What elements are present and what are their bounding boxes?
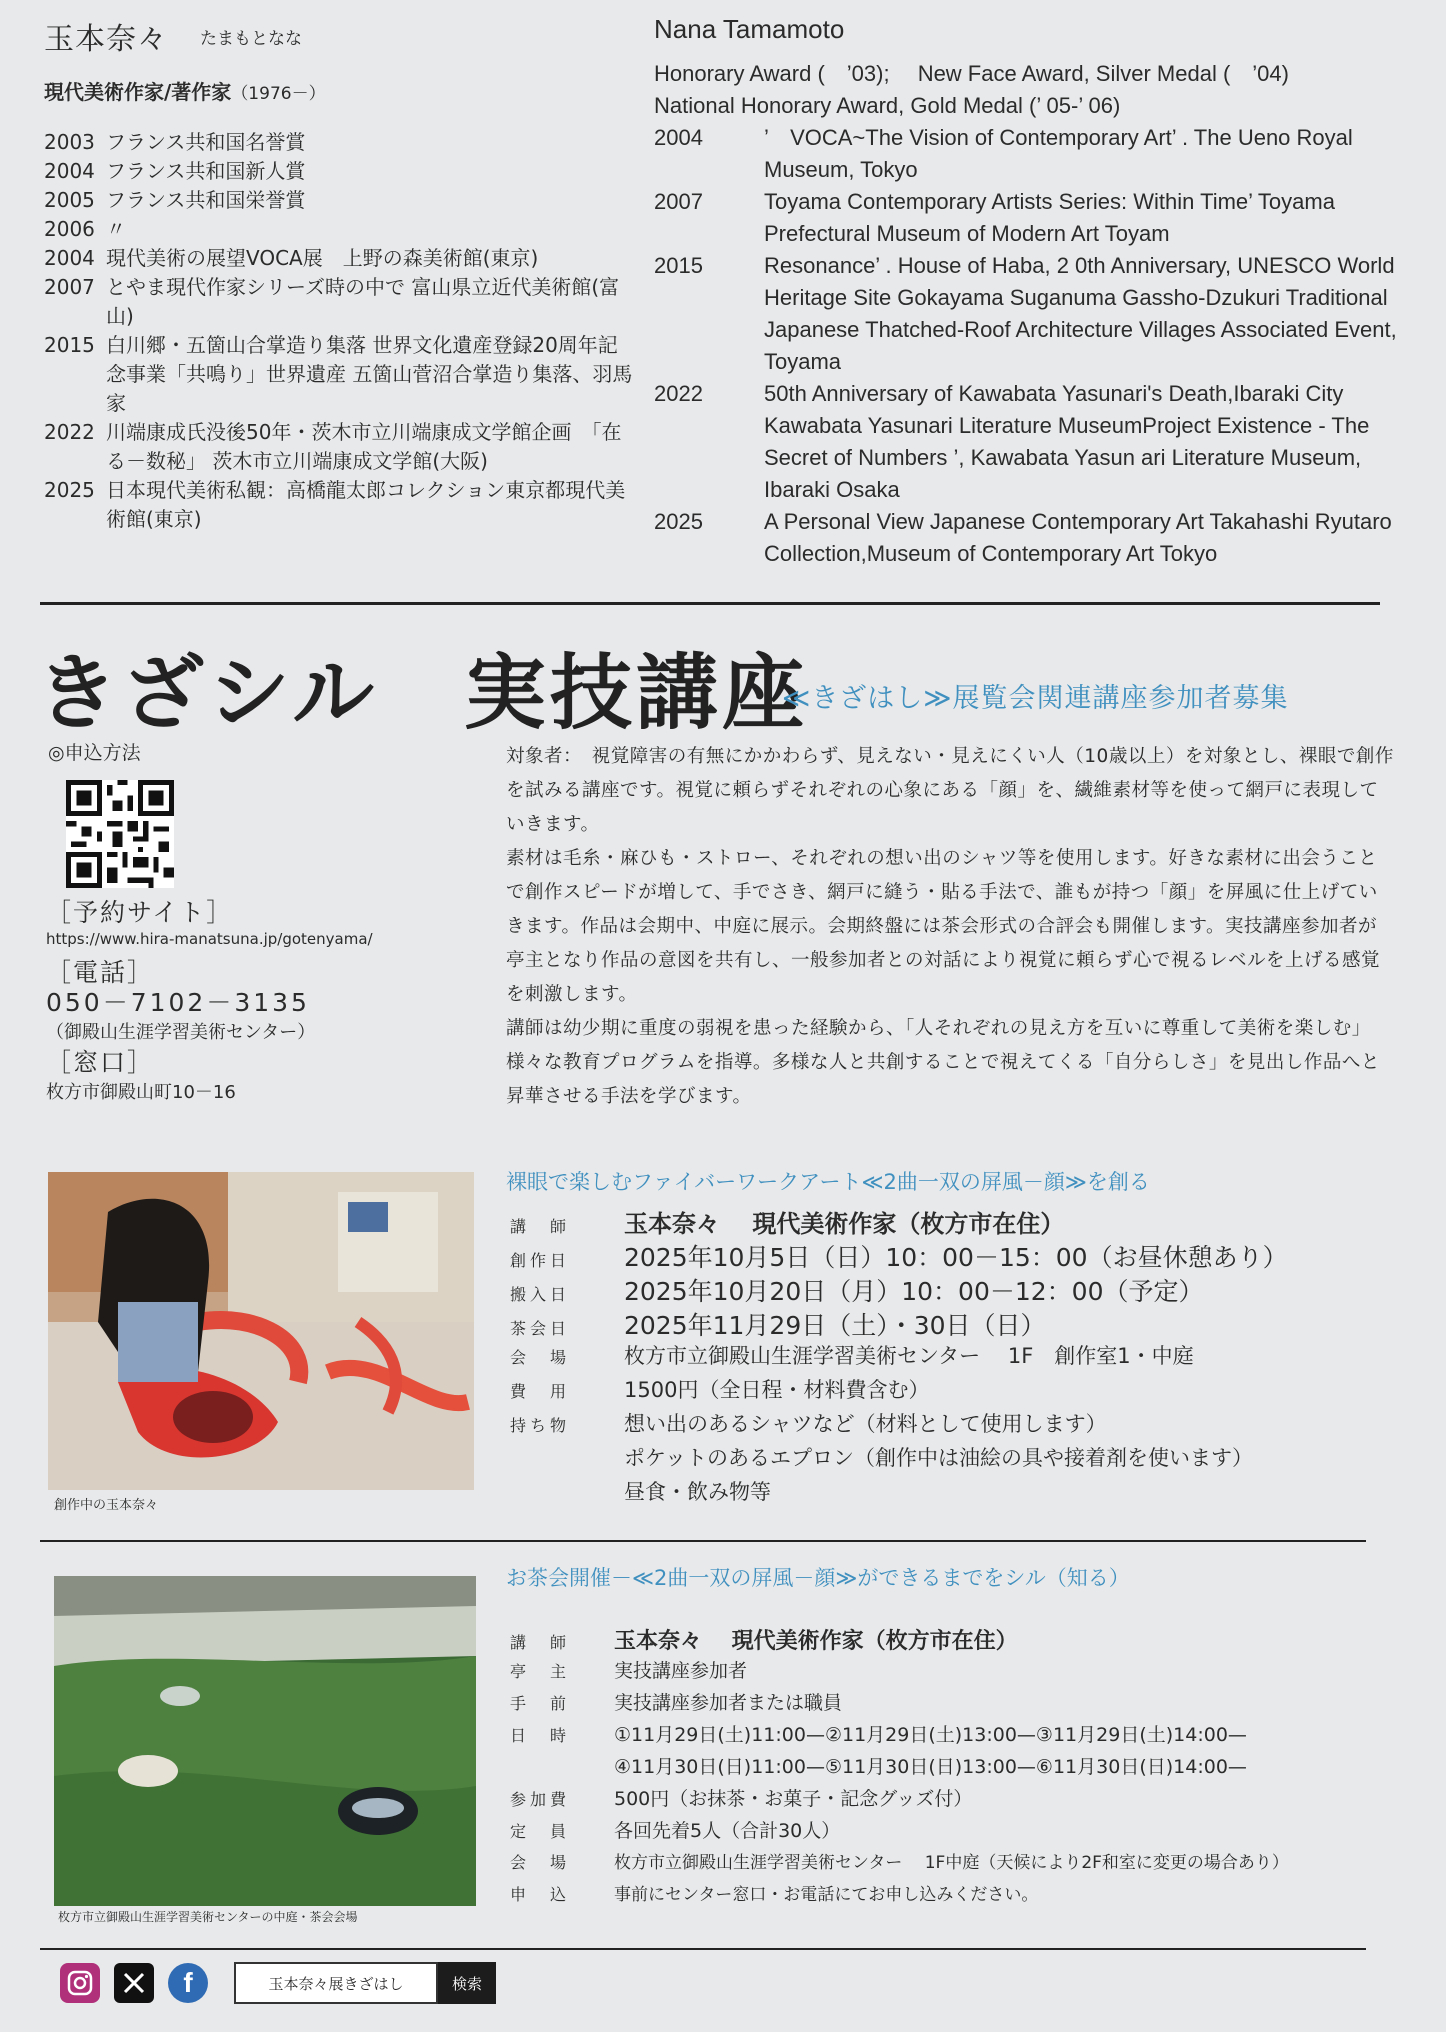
bio-year: 2025 [654, 509, 703, 534]
bio-text: 〃 [106, 217, 126, 241]
bio-entry [44, 476, 634, 534]
bio-list-en [654, 90, 1414, 570]
bio-text: 50th Anniversary of Kawabata Yasunari's Death,Ibaraki City Kawabata Yasunari Literature MuseumProject Existence - The Secret of Numbers ’, Kawabata Yasun ari Literature Museum, Ibaraki Osaka [764, 381, 1370, 502]
detail-row [510, 1340, 1410, 1374]
detail-value: ポケットのあるエプロン（創作中は油絵の具や接着剤を使います） [624, 1446, 1253, 1470]
bio-entry [654, 186, 1414, 250]
detail-label: 講 師 [510, 1217, 571, 1236]
detail-row [510, 1204, 1410, 1238]
bio-text: フランス共和国新人賞 [106, 159, 306, 183]
detail-value: 各回先着5人（合計30人） [614, 1820, 841, 1842]
detail-label: 会 場 [510, 1348, 571, 1367]
search-button[interactable]: 検索 [438, 1962, 496, 2004]
detail-value: ④11月30日(日)11:00—⑤11月30日(日)13:00—⑥11月30日(日)14:00— [614, 1756, 1247, 1778]
bio-entry [654, 378, 1414, 506]
detail-value: 500円（お抹茶・お菓子・記念グッズ付） [614, 1788, 973, 1810]
instagram-icon[interactable] [60, 1963, 100, 2003]
site-label: ［予約サイト］ [46, 898, 234, 927]
detail-value: 2025年10月5日（日）10：00－15：00（お昼休憩あり） [624, 1243, 1288, 1272]
bio-entry [44, 128, 634, 157]
tel-number[interactable]: 050－7102－3135 [46, 988, 310, 1017]
divider [40, 602, 1380, 605]
detail-value: 枚方市立御殿山生涯学習美術センター 1F中庭（天候により2F和室に変更の場合あり） [614, 1853, 1289, 1873]
description [506, 740, 1396, 1114]
detail-row [510, 1880, 1410, 1912]
detail-label: 費 用 [510, 1382, 571, 1401]
detail-label: 会 場 [510, 1853, 571, 1872]
detail-value: 2025年10月20日（月）10：00－12：00（予定） [624, 1277, 1204, 1306]
apply-method-label: ◎申込方法 [48, 742, 141, 764]
bio-year: 2022 [654, 381, 703, 406]
detail-row [510, 1752, 1410, 1784]
detail-row [510, 1624, 1410, 1656]
page-subtitle: ≪きざはし≫展覧会関連講座参加者募集 [782, 683, 1289, 714]
facebook-icon[interactable]: f [168, 1963, 208, 2003]
bio-entry [44, 215, 634, 244]
detail-row [510, 1272, 1410, 1306]
detail-label: 定 員 [510, 1822, 571, 1841]
role-years: （1976－） [231, 84, 326, 104]
divider [40, 1948, 1366, 1950]
courtyard-photo [54, 1576, 476, 1906]
detail-value: 玉本奈々 現代美術作家（枚方市在住） [624, 1210, 1065, 1238]
bio-year: 2015 [654, 253, 703, 278]
bio-year: 2007 [654, 189, 703, 214]
artist-role-jp [44, 76, 326, 105]
detail-row [510, 1720, 1410, 1752]
bio-entry [44, 157, 634, 186]
detail-label: 持ち物 [510, 1416, 571, 1435]
search-keyword-box[interactable]: 玉本奈々展きざはし [234, 1962, 438, 2004]
bio-text: とやま現代作家シリーズ時の中で 富山県立近代美術館(富山) [106, 275, 620, 328]
detail-value: 玉本奈々 現代美術作家（枚方市在住） [614, 1629, 1018, 1654]
x-icon[interactable] [114, 1963, 154, 2003]
bio-list-jp [44, 128, 634, 534]
tel-note: （御殿山生涯学習美術センター） [46, 1022, 316, 1043]
bio-text: フランス共和国栄誉賞 [106, 188, 306, 212]
bio-text: 現代美術の展望VOCA展 上野の森美術館(東京) [106, 246, 539, 270]
event2-title: お茶会開催－≪2曲一双の屏風－顔≫ができるまでをシル（知る） [506, 1566, 1130, 1590]
bio-text: A Personal View Japanese Contemporary Art Takahashi Ryutaro Collection,Museum of Contemporary Art Tokyo [764, 509, 1392, 566]
qr-code-icon[interactable] [66, 780, 174, 888]
tel-label: ［電話］ [46, 958, 155, 987]
bio-text: Toyama Contemporary Artists Series: Within Time’ Toyama Prefectural Museum of Modern Art Toyam [764, 189, 1335, 246]
detail-label: 手 前 [510, 1694, 571, 1713]
bio-entry [44, 273, 634, 331]
detail-label: 講 師 [510, 1633, 571, 1652]
photo-caption-2: 枚方市立御殿山生涯学習美術センターの中庭・茶会会場 [58, 1910, 358, 1924]
bio-year: 2025 [44, 478, 95, 502]
bio-entry [44, 244, 634, 273]
detail-value: 実技講座参加者または職員 [614, 1692, 843, 1714]
detail-value: ①11月29日(土)11:00—②11月29日(土)13:00—③11月29日(土)14:00— [614, 1724, 1247, 1746]
bio-year: 2004 [44, 159, 95, 183]
bio-year: 2005 [44, 188, 95, 212]
bio-entry [44, 418, 634, 476]
description-p3: 講師は幼少期に重度の弱視を患った経験から、「人それぞれの見え方を互いに尊重して美術を楽しむ」様々な教育プログラムを指導。多様な人と共創することで視えてくる「自分らしさ」を見出し作品へと昇華させる手法を学びます。 [506, 1018, 1380, 1107]
divider [40, 1540, 1366, 1542]
bio-year: 2015 [44, 333, 95, 357]
contact-block [46, 898, 486, 1108]
detail-row [510, 1374, 1410, 1408]
bio-year: 2006 [44, 217, 95, 241]
detail-row [510, 1408, 1410, 1442]
detail-label: 亭 主 [510, 1662, 571, 1681]
address: 枚方市御殿山町10－16 [46, 1082, 236, 1103]
detail-label: 参加費 [510, 1790, 571, 1809]
social-bar [60, 1962, 496, 2004]
detail-value: 2025年11月29日（土）・30日（日） [624, 1311, 1046, 1340]
bio-year: 2004 [44, 246, 95, 270]
detail-row [510, 1784, 1410, 1816]
event1-details [510, 1204, 1410, 1510]
detail-label: 日 時 [510, 1726, 571, 1745]
artist-name-en: Nana Tamamoto [654, 14, 845, 44]
window-label: ［窓口］ [46, 1048, 155, 1077]
bio-text: Resonance’ . House of Haba, 2 0th Anniversary, UNESCO World Heritage Site Gokayama Suganuma Gassho-Dzukuri Traditional Japanese Thatched-Roof Architecture Villages Associated Event, Toyama [764, 253, 1397, 374]
bio-year: 2003 [44, 130, 95, 154]
site-url-link[interactable]: https://www.hira-manatsuna.jp/gotenyama/ [46, 930, 373, 948]
page-title: きざシル 実技講座 [36, 646, 808, 741]
bio-entry [44, 186, 634, 215]
bio-entry [654, 122, 1414, 186]
description-p2: 素材は毛糸・麻ひも・ストロー、それぞれの想い出のシャツ等を使用します。好きな素材に出会うことで創作スピードが増して、手でさき、網戸に縫う・貼る手法で、誰もが持つ「顔」を屏風に仕上げていきます。作品は会期中、中庭に展示。会期終盤には茶会形式の合評会も開催します。実技講座参加者が亭主となり作品の意図を共有し、一般参加者との対話により視覚に頼らず心で視るレベルを上げる感覚を刺激します。 [506, 848, 1381, 1005]
bio-entry [654, 506, 1414, 570]
detail-label: 創作日 [510, 1251, 571, 1270]
photo-caption-1: 創作中の玉本奈々 [54, 1498, 159, 1513]
detail-value: 想い出のあるシャツなど（材料として使用します） [624, 1412, 1107, 1436]
detail-row [510, 1848, 1410, 1880]
awards-line-1: Honorary Award ( ’03); New Face Award, Silver Medal ( ’04) [654, 61, 1289, 86]
role-text: 現代美術作家/著作家 [44, 80, 232, 104]
event2-details [510, 1624, 1410, 1912]
bio-text: ’ VOCA~The Vision of Contemporary Art’ . The Ueno Royal Museum, Tokyo [764, 125, 1353, 182]
artist-name-jp: 玉本奈々 [44, 22, 168, 57]
bio-text: 川端康成氏没後50年・茨木市立川端康成文学館企画 「在る－数秘」 茨木市立川端康成文学館(大阪) [106, 420, 622, 473]
bio-text: フランス共和国名誉賞 [106, 130, 306, 154]
detail-label: 申 込 [510, 1885, 571, 1904]
detail-row [510, 1238, 1410, 1272]
event1-title: 裸眼で楽しむファイバーワークアート≪2曲一双の屏風－顔≫を創る [506, 1170, 1150, 1194]
detail-value: 事前にセンター窓口・お電話にてお申し込みください。 [614, 1885, 1039, 1905]
bio-year: 2007 [44, 275, 95, 299]
detail-row [510, 1442, 1410, 1476]
detail-row [510, 1476, 1410, 1510]
bio-year: 2004 [654, 125, 703, 150]
awards-en [654, 58, 1414, 90]
detail-label: 茶会日 [510, 1319, 571, 1338]
description-p1: 対象者： 視覚障害の有無にかかわらず、見えない・見えにくい人（10歳以上）を対象とし、裸眼で創作を試みる講座です。視覚に頼らずそれぞれの心象にある「顔」を、繊維素材等を使って網戸に表現していきます。 [506, 746, 1394, 835]
detail-row [510, 1656, 1410, 1688]
detail-label: 搬入日 [510, 1285, 571, 1304]
detail-row [510, 1688, 1410, 1720]
detail-row [510, 1816, 1410, 1848]
bio-year: 2022 [44, 420, 95, 444]
detail-row [510, 1306, 1410, 1340]
awards-line-2: National Honorary Award, Gold Medal (’ 05-’ 06) [654, 93, 1121, 118]
artist-name-kana: たまもとなな [200, 29, 302, 49]
bio-text: 白川郷・五箇山合掌造り集落 世界文化遺産登録20周年記念事業「共鳴り」世界遺産 五箇山菅沼合掌造り集落、羽馬家 [106, 333, 633, 415]
bio-text: 日本現代美術私観：高橋龍太郎コレクション東京都現代美術館(東京) [106, 478, 626, 531]
bio-entry [44, 331, 634, 418]
artist-working-photo [48, 1172, 474, 1490]
detail-value: 昼食・飲み物等 [624, 1480, 771, 1504]
bio-entry [654, 250, 1414, 378]
detail-value: 1500円（全日程・材料費含む） [624, 1378, 930, 1402]
detail-value: 枚方市立御殿山生涯学習美術センター 1F 創作室1・中庭 [624, 1344, 1194, 1368]
detail-value: 実技講座参加者 [614, 1660, 748, 1682]
